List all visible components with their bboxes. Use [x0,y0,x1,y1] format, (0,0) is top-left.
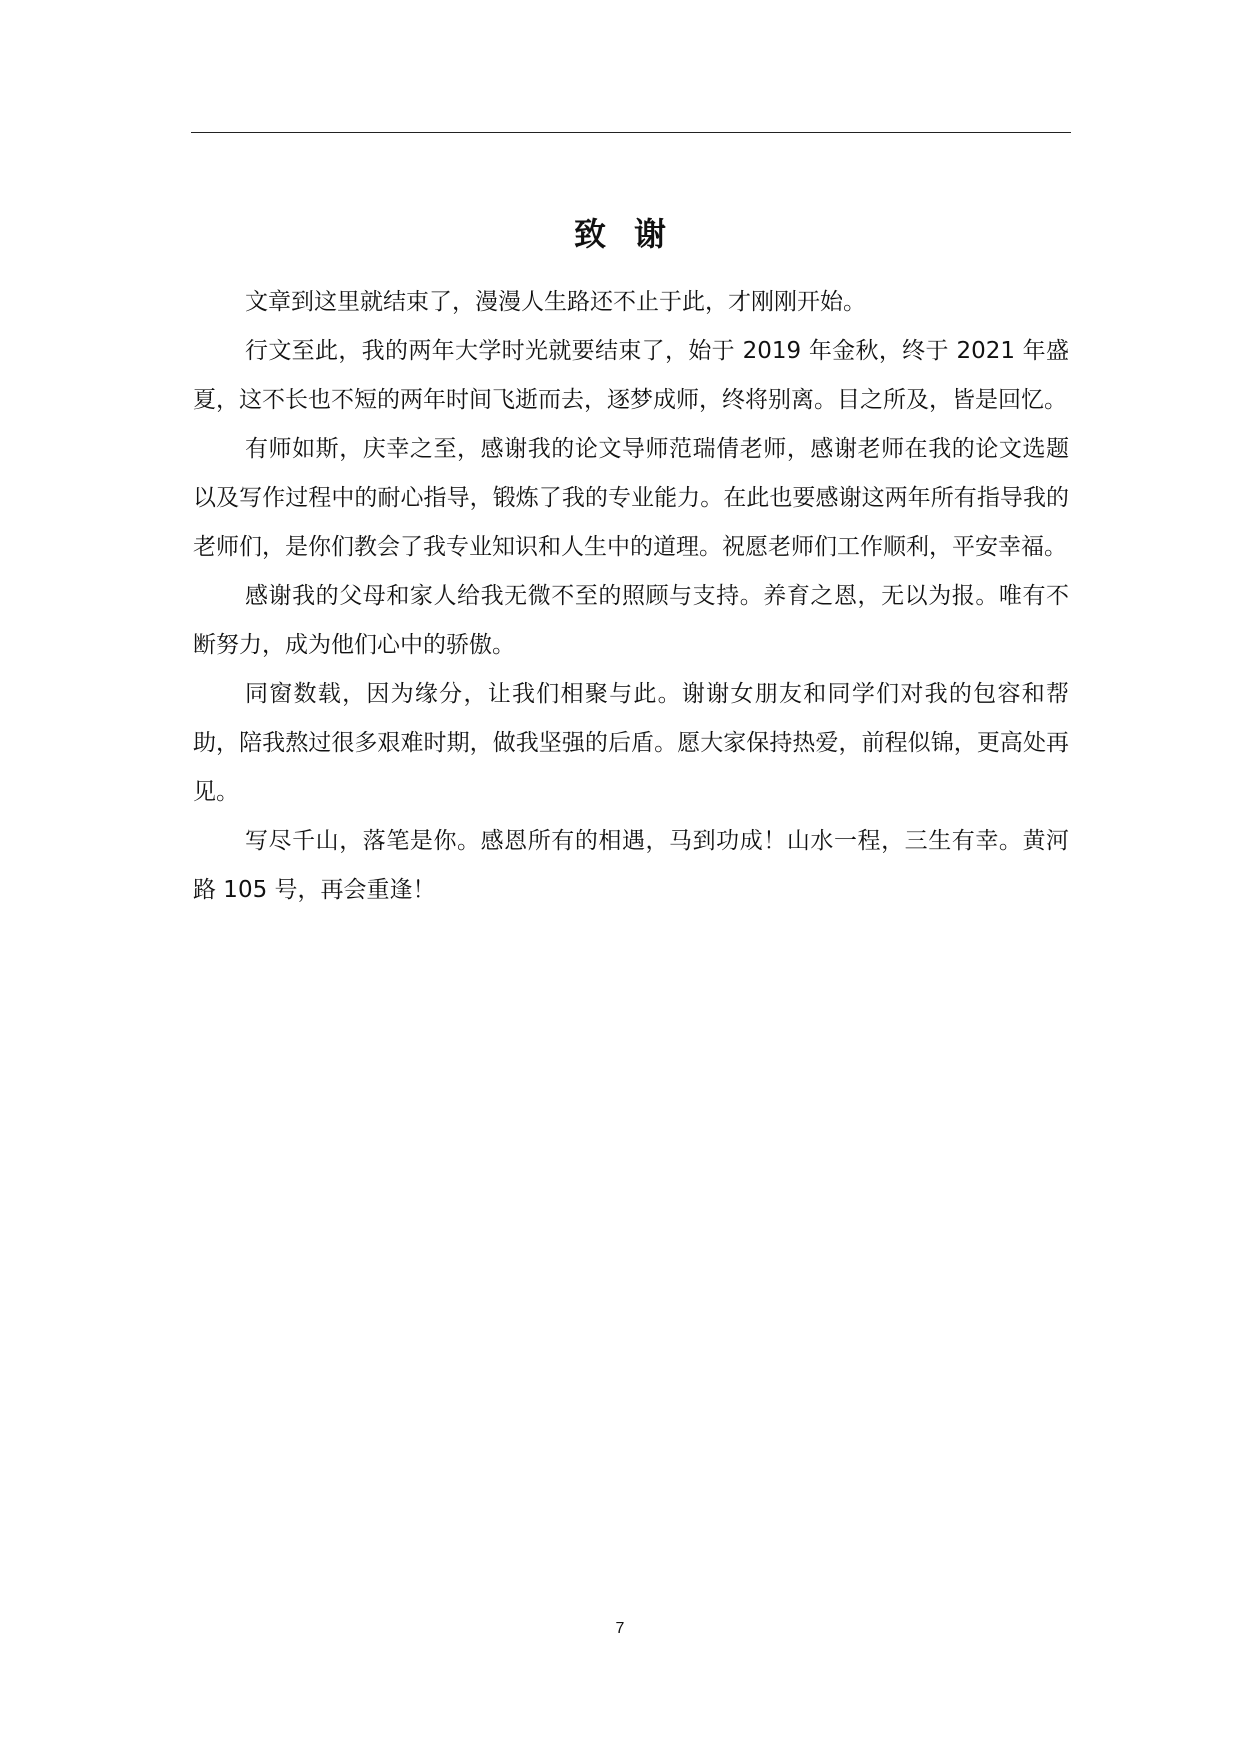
paragraph-6: 写尽千山，落笔是你。感恩所有的相遇，马到功成！山水一程，三生有幸。黄河路 105 号，再会重逢！ [193,828,1069,903]
paragraph-2: 行文至此，我的两年大学时光就要结束了，始于 2019 年金秋，终于 2021 年盛夏，这不长也不短的两年时间飞逝而去，逐梦成师，终将别离。目之所及，皆是回忆。 [193,338,1069,413]
header-rule [191,132,1071,133]
acknowledgement-body [193,278,1069,915]
page-title: 致谢 [573,215,694,254]
paragraph-3: 有师如斯，庆幸之至，感谢我的论文导师范瑞倩老师，感谢老师在我的论文选题以及写作过程中的耐心指导，锻炼了我的专业能力。在此也要感谢这两年所有指导我的老师们，是你们教会了我专业知识和人生中的道理。祝愿老师们工作顺利，平安幸福。 [193,436,1069,560]
page-number: 7 [615,1620,625,1637]
paragraph-1: 文章到这里就结束了，漫漫人生路还不止于此，才刚刚开始。 [245,289,866,315]
paragraph-5: 同窗数载，因为缘分，让我们相聚与此。谢谢女朋友和同学们对我的包容和帮助，陪我熬过很多艰难时期，做我坚强的后盾。愿大家保持热爱，前程似锦，更高处再见。 [193,681,1069,805]
paragraph-4: 感谢我的父母和家人给我无微不至的照顾与支持。养育之恩，无以为报。唯有不断努力，成为他们心中的骄傲。 [193,583,1069,658]
